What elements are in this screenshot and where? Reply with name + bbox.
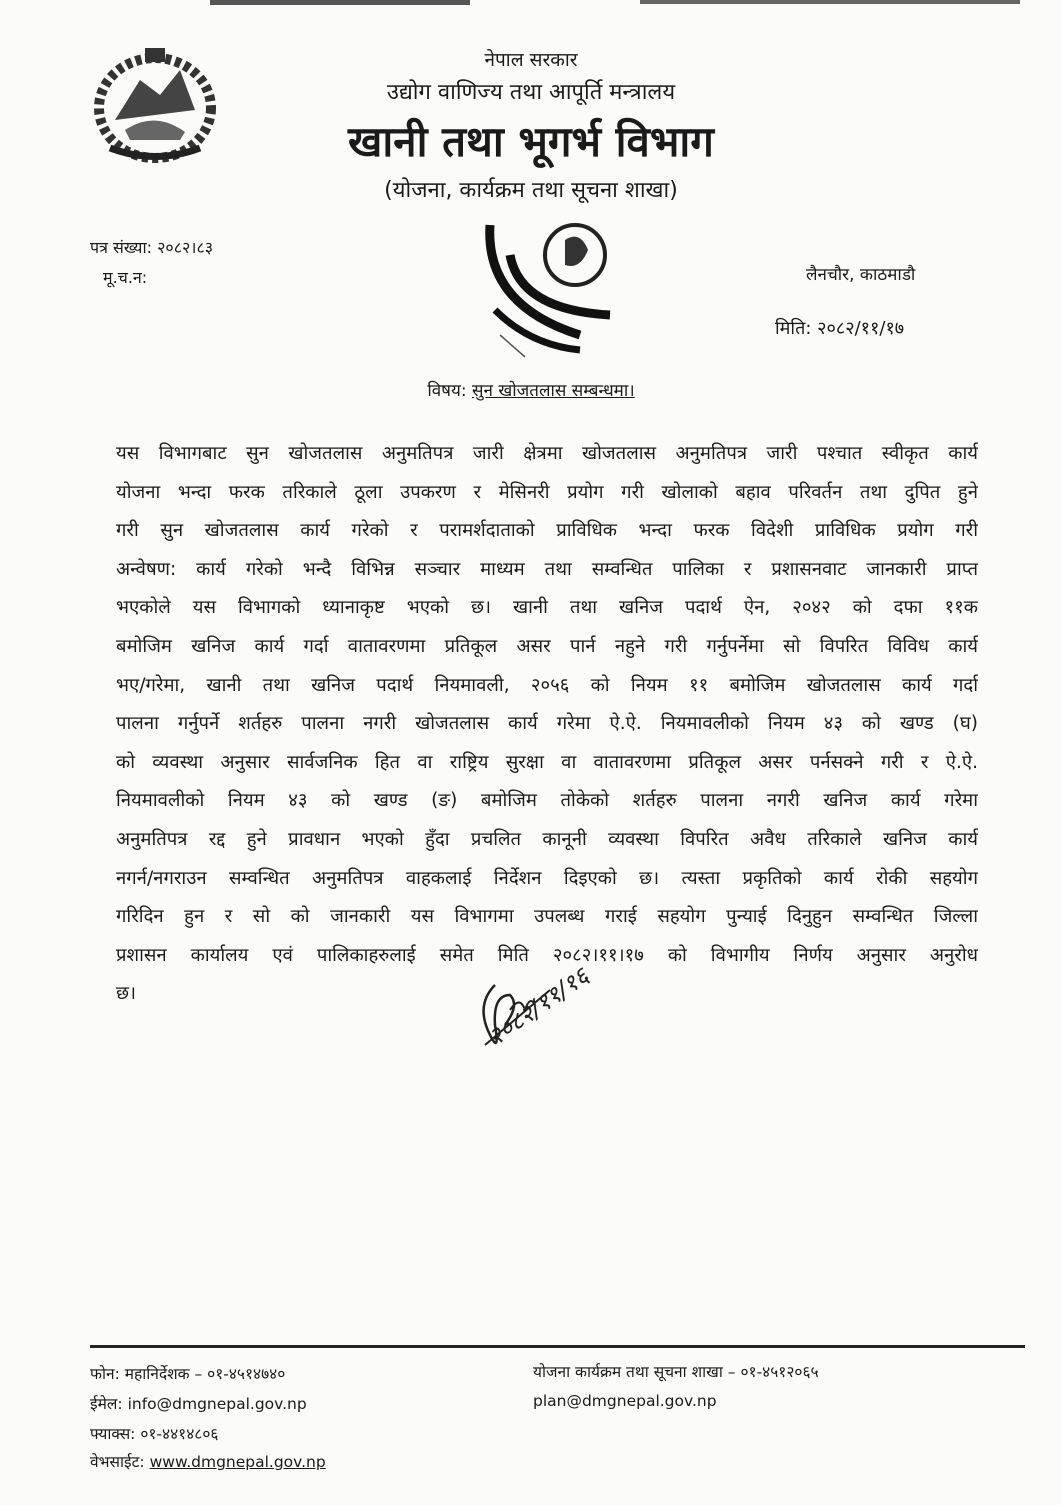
subject-line xyxy=(0,378,1062,401)
footer-phone xyxy=(90,1362,285,1384)
body-line: गरिदिन हुन र सो को जानकारी यस विभागमा उपलब्ध गराई सहयोग पुन्याई दिनुहुन सम्वन्धित जिल्ला xyxy=(116,906,978,928)
phone-label: फोन: महानिर्देशक – xyxy=(90,1365,203,1383)
body-line: भए/गरेमा, खानी तथा खनिज पदार्थ नियमावली, २०५६ को नियम ११ बमोजिम खोजतलास कार्य गर्दा xyxy=(116,674,978,696)
signature-date: २०८२/११/१६ xyxy=(482,961,594,1052)
body-line: नियमावलीको नियम ४३ को खण्ड (ङ) बमोजिम तोकेको शर्तहरु पालना नगरी खनिज कार्य गरेमा xyxy=(116,790,978,812)
body-line: को व्यवस्था अनुसार सार्वजनिक हित वा राष्ट्रिय सुरक्षा वा वातावरणमा प्रतिकूल असर पर्नसक्ने गरी र ऐ.ऐ. xyxy=(116,751,978,773)
body-line: गरी सुन खोजतलास कार्य गरेको र परामर्शदाताको प्राविधिक भन्दा फरक विदेशी प्राविधिक प्रयोग गरी xyxy=(116,520,978,542)
date-label: मिति: xyxy=(775,318,812,339)
email-link[interactable]: info@dmgnepal.gov.np xyxy=(127,1395,307,1413)
body-line: अनुमतिपत्र रद्द हुने प्रावधान भएको हुँदा प्रचलित कानूनी व्यवस्था विपरित अवैध तरिकाले खनिज कार्य xyxy=(116,828,978,850)
body-line: छ। xyxy=(116,983,136,1005)
ref-value: २०८२।८३ xyxy=(157,238,214,257)
body-line: यस विभागबाट सुन खोजतलास अनुमतिपत्र जारी क्षेत्रमा खोजतलास अनुमतिपत्र जारी पश्चात स्वीकृत कार्य xyxy=(116,443,978,464)
footer-email xyxy=(90,1392,307,1414)
place: लैनचौर, काठमाडौ xyxy=(806,265,916,285)
body-line: भएकोले यस विभागको ध्यानाकृष्ट भएको छ। खानी तथा खनिज पदार्थ ऐन, २०४२ को दफा ११क xyxy=(116,597,978,619)
footer-fax xyxy=(90,1422,218,1444)
body-line: बमोजिम खनिज कार्य गर्दा वातावरणमा प्रतिकूल असर पार्न नहुने गरी गर्नुपर्नेमा सो विपरित विविध कार्य xyxy=(116,635,978,657)
footer-divider xyxy=(90,1345,1025,1348)
body-line: योजना भन्दा फरक तरिकाले ठूला उपकरण र मेसिनरी प्रयोग गरी खोलाको बहाव परिवर्तन तथा दुपित हुने xyxy=(116,481,978,503)
ref-label: पत्र संख्या: xyxy=(90,238,152,257)
scan-edge xyxy=(210,0,470,5)
government-name: नेपाल सरकार xyxy=(484,49,578,71)
body-line: पालना गर्नुपर्ने शर्तहरु पालना नगरी खोजतलास कार्य गरेमा ऐ.ऐ. नियमावलीको नियम ४३ को खण्ड (घ) xyxy=(116,713,978,735)
email-label: ईमेल: xyxy=(90,1395,123,1413)
letter-date xyxy=(775,316,904,340)
reference-number xyxy=(90,236,213,258)
subject-text: सुन खोजतलास सम्बन्धमा। xyxy=(472,381,635,401)
fax-value: ०१-४४१४८०६ xyxy=(140,1425,219,1443)
branch-email-link[interactable]: plan@dmgnepal.gov.np xyxy=(533,1392,717,1410)
branch-name: (योजना, कार्यक्रम तथा सूचना शाखा) xyxy=(384,178,678,203)
date-value: २०८२/११/१७ xyxy=(817,318,905,339)
office-stamp xyxy=(470,215,650,369)
body-line: प्रशासन कार्यालय एवं पालिकाहरुलाई समेत मिति २०८२।११।१७ को विभागीय निर्णय अनुसार अनुरोध xyxy=(116,944,978,966)
scan-edge xyxy=(640,0,1020,4)
letter-body xyxy=(116,438,978,1017)
body-line: नगर्न/नगराउन सम्वन्धित अनुमतिपत्र वाहकलाई निर्देशन दिइएको छ। त्यस्ता प्रकृतिको कार्य रोकी सहयोग xyxy=(116,867,978,889)
branch-phone-value: ०१-४५१२०६५ xyxy=(740,1363,819,1381)
fax-label: फ्याक्स: xyxy=(90,1425,136,1443)
ministry-name: उद्योग वाणिज्य तथा आपूर्ति मन्त्रालय xyxy=(386,80,676,105)
website-label: वेभसाईट: xyxy=(90,1453,145,1471)
website-link[interactable]: www.dmgnepal.gov.np xyxy=(149,1453,326,1471)
subject-label: विषय: xyxy=(427,381,467,401)
branch-phone-label: योजना कार्यक्रम तथा सूचना शाखा – xyxy=(533,1363,736,1381)
footer-branch-phone xyxy=(533,1360,819,1382)
footer-website xyxy=(90,1450,326,1472)
body-line: अन्वेषण: कार्य गरेको भन्दै विभिन्न सञ्चार माध्यम तथा सम्वन्धित पालिका र प्रशासनवाट जानकारी प्राप्त xyxy=(116,558,978,580)
phone-value: ०१-४५१४७४० xyxy=(207,1365,286,1383)
dispatch-number-label: मू.च.न: xyxy=(103,268,148,287)
department-name: खानी तथा भूगर्भ विभाग xyxy=(348,117,714,166)
